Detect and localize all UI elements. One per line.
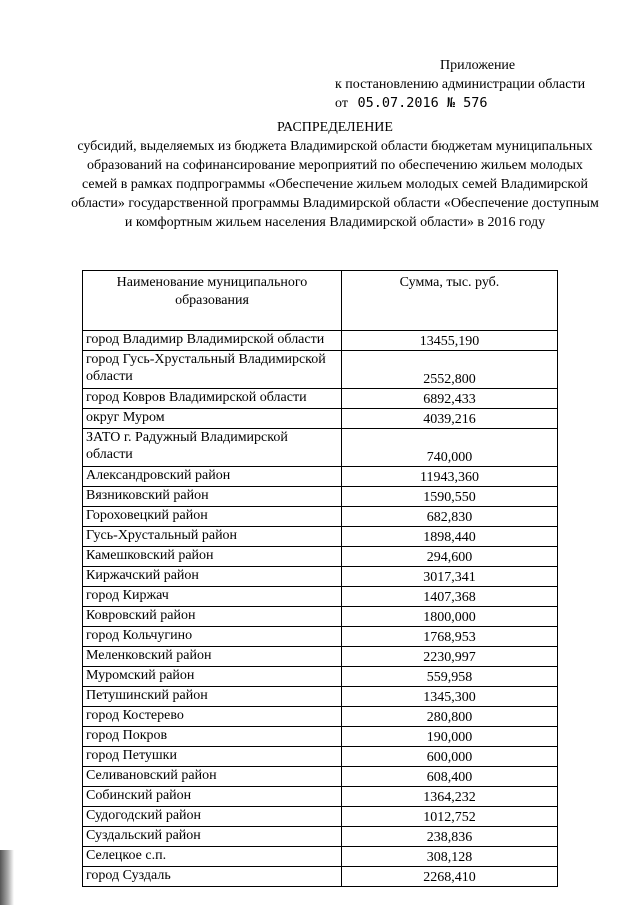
table-row: [83, 527, 558, 547]
table-row: [83, 507, 558, 527]
appendix-resolution-line: к постановлению администрации области: [335, 77, 586, 92]
appendix-block: [335, 56, 625, 113]
municipality-name: Меленковский район: [83, 647, 342, 667]
table-row: [83, 807, 558, 827]
subsidy-sum: 1898,440: [342, 527, 558, 547]
subsidy-sum: 1364,232: [342, 787, 558, 807]
municipality-name: город Гусь-Хрустальный Владимирской области: [83, 351, 342, 389]
table-row: [83, 767, 558, 787]
municipality-name: город Суздаль: [83, 867, 342, 887]
subsidy-sum: 308,128: [342, 847, 558, 867]
municipality-name: город Киржач: [83, 587, 342, 607]
subsidy-sum: 238,836: [342, 827, 558, 847]
municipality-name: Собинский район: [83, 787, 342, 807]
table-row: [83, 587, 558, 607]
subsidy-sum: 2552,800: [342, 351, 558, 389]
municipality-name: Камешковский район: [83, 547, 342, 567]
header-sum: Сумма, тыс. руб.: [342, 271, 558, 331]
subsidy-sum: 13455,190: [342, 331, 558, 351]
subsidy-sum: 1345,300: [342, 687, 558, 707]
municipality-name: город Владимир Владимирской области: [83, 331, 342, 351]
table-body: [83, 331, 558, 887]
appendix-date-line: [335, 94, 625, 113]
subsidy-sum: 2230,997: [342, 647, 558, 667]
table-row: [83, 351, 558, 389]
heading-title: РАСПРЕДЕЛЕНИЕ: [277, 120, 393, 135]
municipality-name: город Кольчугино: [83, 627, 342, 647]
subsidy-sum: 559,958: [342, 667, 558, 687]
table-row: [83, 667, 558, 687]
table-row: [83, 847, 558, 867]
table-row: [83, 867, 558, 887]
table-row: [83, 787, 558, 807]
municipality-name: ЗАТО г. Радужный Владимирской области: [83, 429, 342, 467]
municipality-name: Гусь-Хрустальный район: [83, 527, 342, 547]
subsidy-sum: 4039,216: [342, 409, 558, 429]
municipality-name: Вязниковский район: [83, 487, 342, 507]
municipality-name: город Покров: [83, 727, 342, 747]
table-row: [83, 647, 558, 667]
table-row: [83, 607, 558, 627]
subsidy-sum: 1800,000: [342, 607, 558, 627]
table-row: [83, 747, 558, 767]
appendix-date-prefix: от: [335, 96, 348, 111]
distribution-table: [82, 270, 558, 887]
subsidy-sum: 294,600: [342, 547, 558, 567]
subsidy-sum: 1012,752: [342, 807, 558, 827]
table-row: [83, 707, 558, 727]
subsidy-sum: 740,000: [342, 429, 558, 467]
municipality-name: город Петушки: [83, 747, 342, 767]
subsidy-sum: 6892,433: [342, 389, 558, 409]
municipality-name: Селецкое с.п.: [83, 847, 342, 867]
municipality-name: Муромский район: [83, 667, 342, 687]
municipality-name: Гороховецкий район: [83, 507, 342, 527]
subsidy-sum: 600,000: [342, 747, 558, 767]
subsidy-sum: 682,830: [342, 507, 558, 527]
table-row: [83, 467, 558, 487]
municipality-name: округ Муром: [83, 409, 342, 429]
table-row: [83, 389, 558, 409]
scan-edge-shadow: [0, 850, 14, 905]
subsidy-sum: 11943,360: [342, 467, 558, 487]
municipality-name: Селивановский район: [83, 767, 342, 787]
municipality-name: Суздальский район: [83, 827, 342, 847]
subsidy-sum: 3017,341: [342, 567, 558, 587]
table-row: [83, 487, 558, 507]
table-row: [83, 429, 558, 467]
subsidy-sum: 2268,410: [342, 867, 558, 887]
table-row: [83, 687, 558, 707]
subsidy-sum: 608,400: [342, 767, 558, 787]
subsidy-sum: 280,800: [342, 707, 558, 727]
municipality-name: Киржачский район: [83, 567, 342, 587]
table-row: [83, 627, 558, 647]
table-row: [83, 547, 558, 567]
subsidy-sum: 1407,368: [342, 587, 558, 607]
table-row: [83, 567, 558, 587]
subsidy-sum: 1768,953: [342, 627, 558, 647]
municipality-name: город Ковров Владимирской области: [83, 389, 342, 409]
subsidy-sum: 1590,550: [342, 487, 558, 507]
heading-body: субсидий, выделяемых из бюджета Владимирской области бюджетам муниципальных образований на софинансирование мероприятий по обеспечению жильем молодых семей в рамках подпрограммы «Обеспечение жильем молодых семей Владимирской области» государственной программы Владимирской области «Обеспечение доступным и комфортным жильем населения Владимирской области» в 2016 году: [71, 139, 599, 230]
header-municipality: Наименование муниципального образования: [83, 271, 342, 331]
table-row: [83, 727, 558, 747]
table-row: [83, 827, 558, 847]
municipality-name: Судогодский район: [83, 807, 342, 827]
appendix-date: 05.07.2016 № 576: [357, 95, 488, 111]
municipality-name: Ковровский район: [83, 607, 342, 627]
municipality-name: город Костерево: [83, 707, 342, 727]
table-row: [83, 409, 558, 429]
municipality-name: Александровский район: [83, 467, 342, 487]
subsidy-sum: 190,000: [342, 727, 558, 747]
table-row: [83, 331, 558, 351]
appendix-title: Приложение: [440, 58, 516, 73]
municipality-name: Петушинский район: [83, 687, 342, 707]
table-header-row: [83, 271, 558, 331]
document-heading: [70, 118, 600, 232]
